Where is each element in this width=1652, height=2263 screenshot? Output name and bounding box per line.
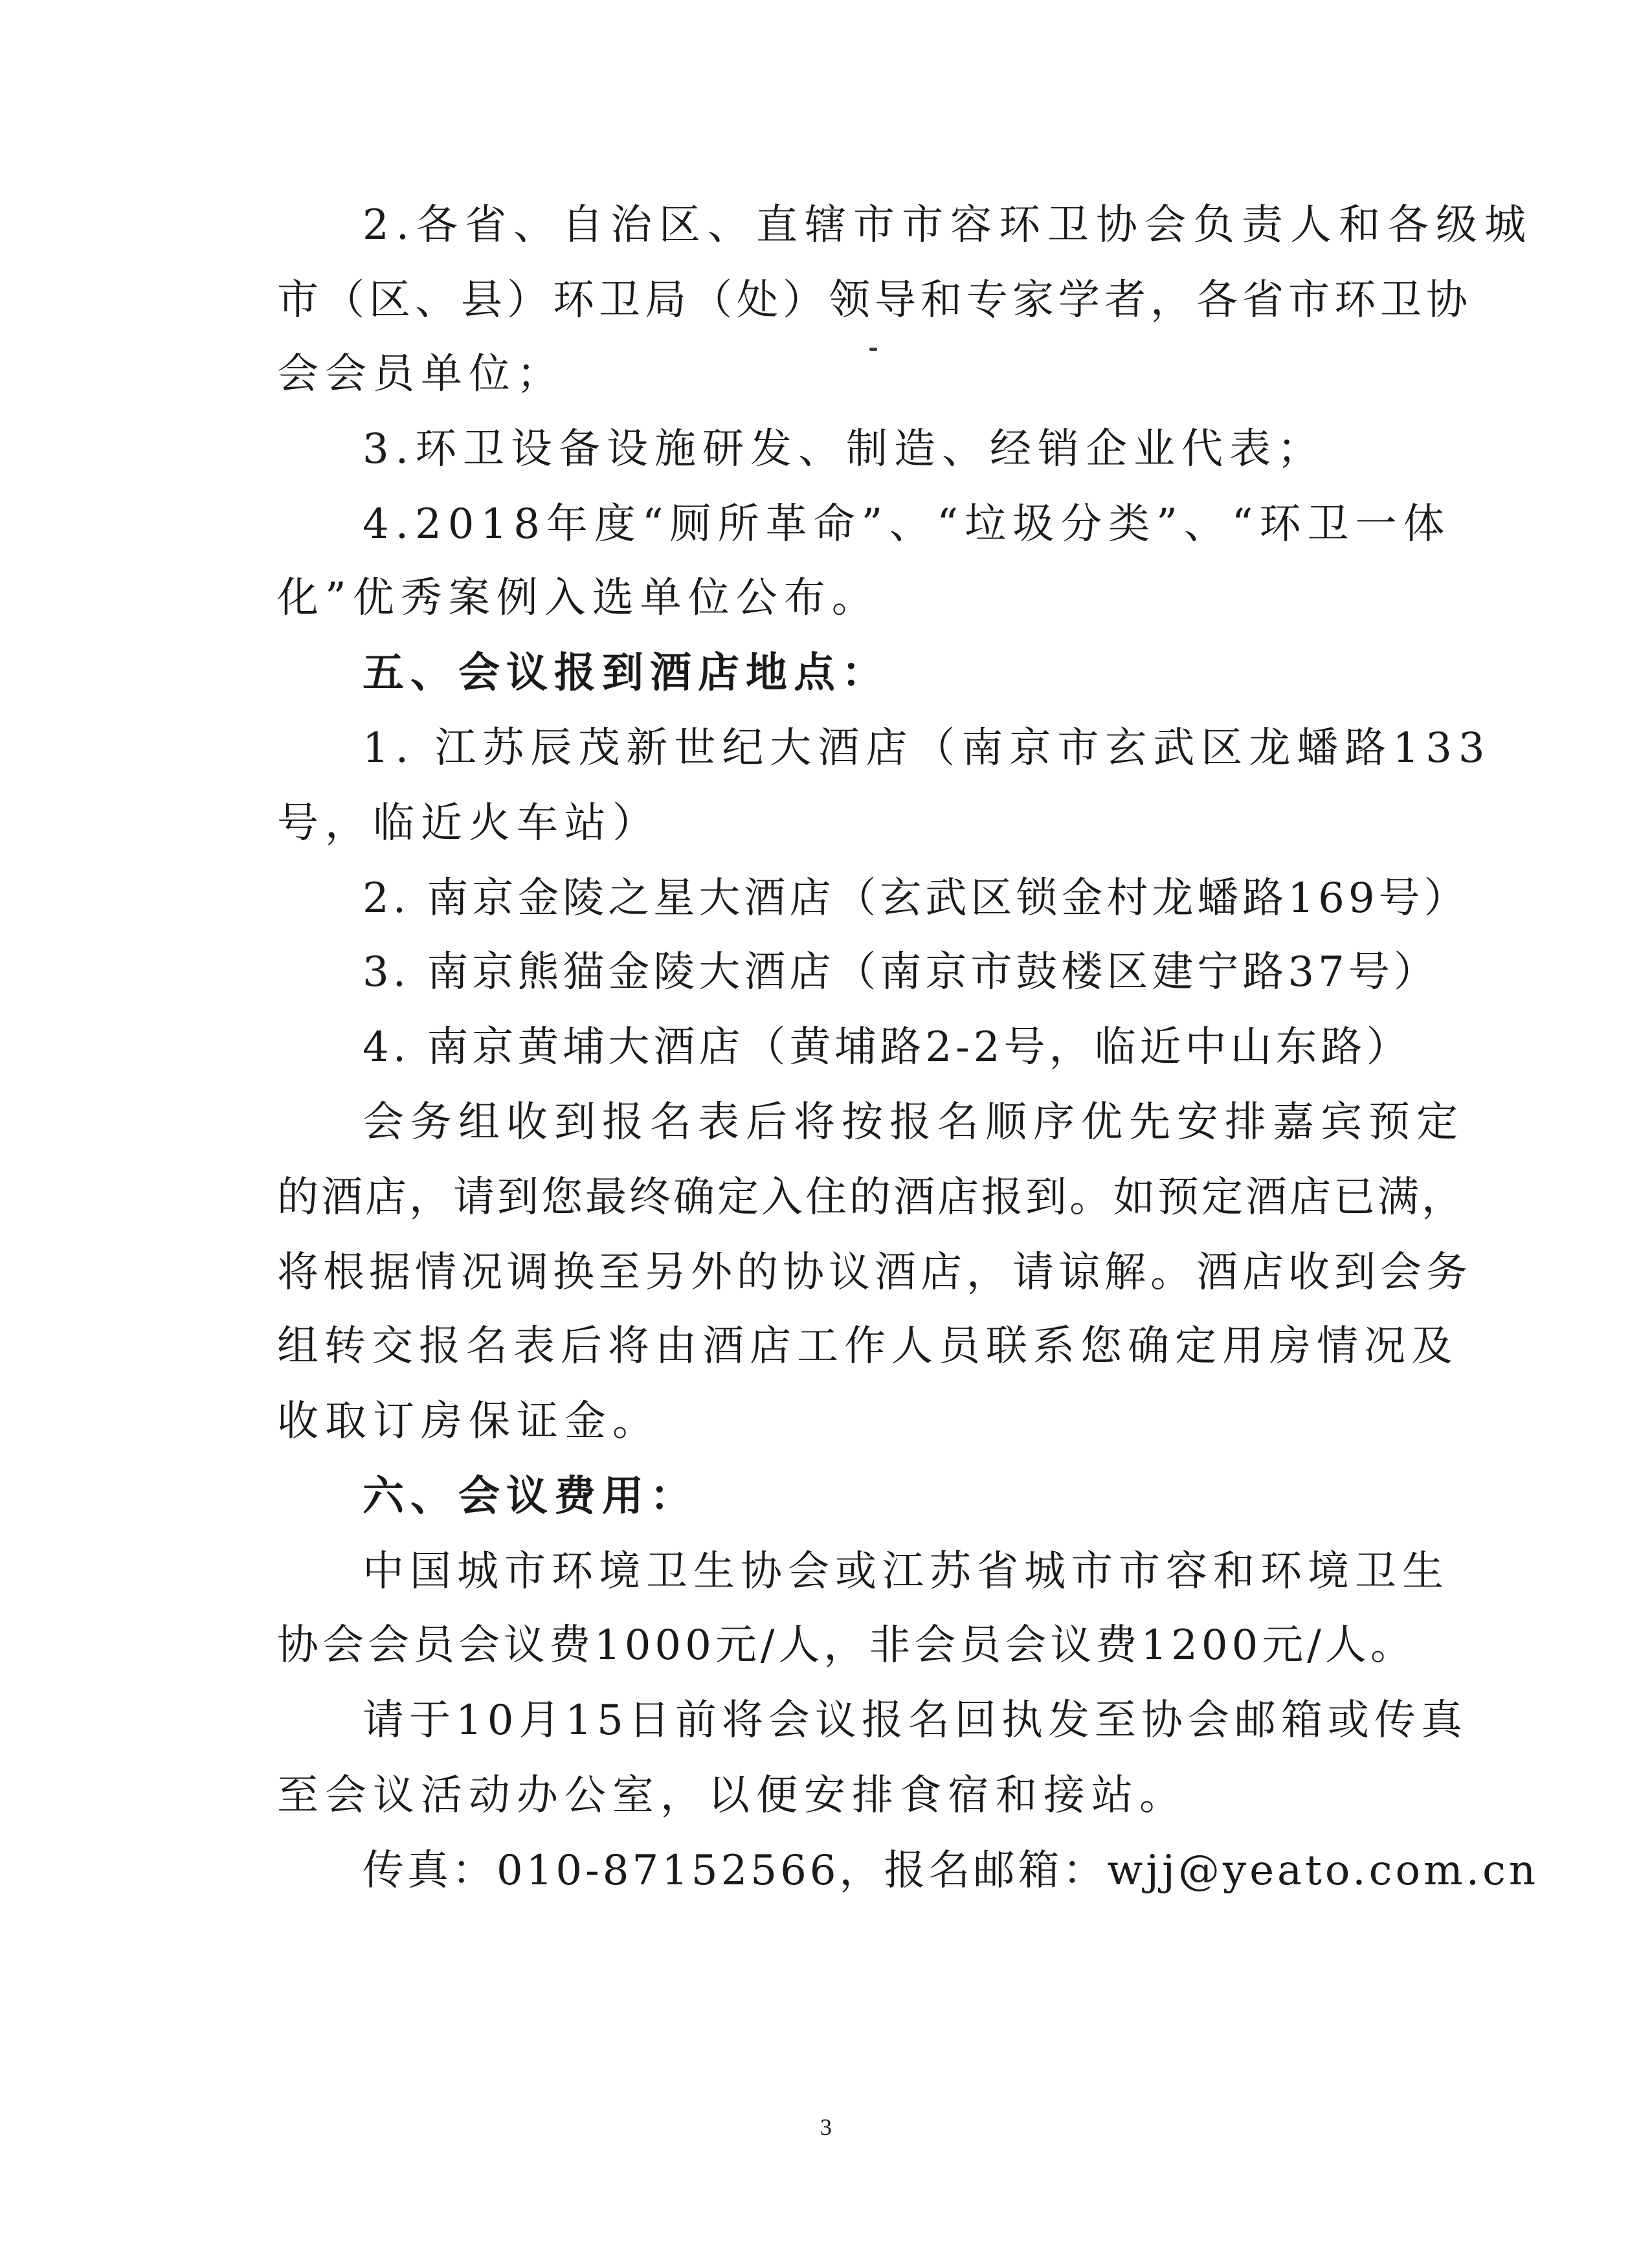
paragraph-line: 会会员单位； [277, 350, 564, 398]
paragraph-line: 4. 南京黄埔大酒店（黄埔路2-2号，临近中山东路） [363, 1023, 1412, 1071]
paragraph-line: 2.各省、自治区、直辖市市容环卫协会负责人和各级城 [363, 201, 1534, 249]
paragraph-line: 1. 江苏辰茂新世纪大酒店（南京市玄武区龙蟠路133 [363, 724, 1491, 772]
paragraph-line: 4.2018年度“厕所革命”、“垃圾分类”、“环卫一体 [363, 500, 1451, 548]
paragraph-line: 3. 南京熊猫金陵大酒店（南京市鼓楼区建宁路37号） [363, 948, 1439, 996]
paragraph-line: 2. 南京金陵之星大酒店（玄武区锁金村龙蟠路169号） [363, 875, 1469, 922]
paragraph-line: 市（区、县）环卫局（处）领导和专家学者，各省市环卫协 [277, 276, 1472, 324]
paragraph-line: 化”优秀案例入选单位公布。 [277, 574, 880, 622]
paragraph-line: 组转交报名表后将由酒店工作人员联系您确定用房情况及 [277, 1322, 1458, 1370]
paragraph-line: 号，临近火车站） [277, 799, 660, 847]
paragraph-line: 收取订房保证金。 [277, 1398, 660, 1445]
paragraph-line: 的酒店，请到您最终确定入住的酒店报到。如预定酒店已满， [277, 1174, 1466, 1221]
paragraph-line: 将根据情况调换至另外的协议酒店，请谅解。酒店收到会务 [277, 1249, 1472, 1297]
page-number: 3 [820, 2114, 832, 2140]
scan-mark [869, 348, 877, 351]
section-heading: 五、会议报到酒店地点： [363, 649, 889, 697]
paragraph-line: 3.环卫设备设施研发、制造、经销企业代表； [363, 425, 1326, 473]
paragraph-line: 协会会员会议费1000元/人，非会员会议费1200元/人。 [277, 1622, 1416, 1669]
paragraph-line: 传真：010-87152566，报名邮箱：wjj@yeato.com.cn [363, 1847, 1539, 1895]
paragraph-line: 中国城市环境卫生协会或江苏省城市市容和环境卫生 [363, 1548, 1449, 1596]
paragraph-line: 至会议活动办公室，以便安排食宿和接站。 [277, 1772, 1187, 1820]
paragraph-line: 会务组收到报名表后将按报名顺序优先安排嘉宾预定 [363, 1098, 1464, 1146]
paragraph-line: 请于10月15日前将会议报名回执发至协会邮箱或传真 [363, 1697, 1468, 1745]
section-heading: 六、会议费用： [363, 1472, 698, 1521]
